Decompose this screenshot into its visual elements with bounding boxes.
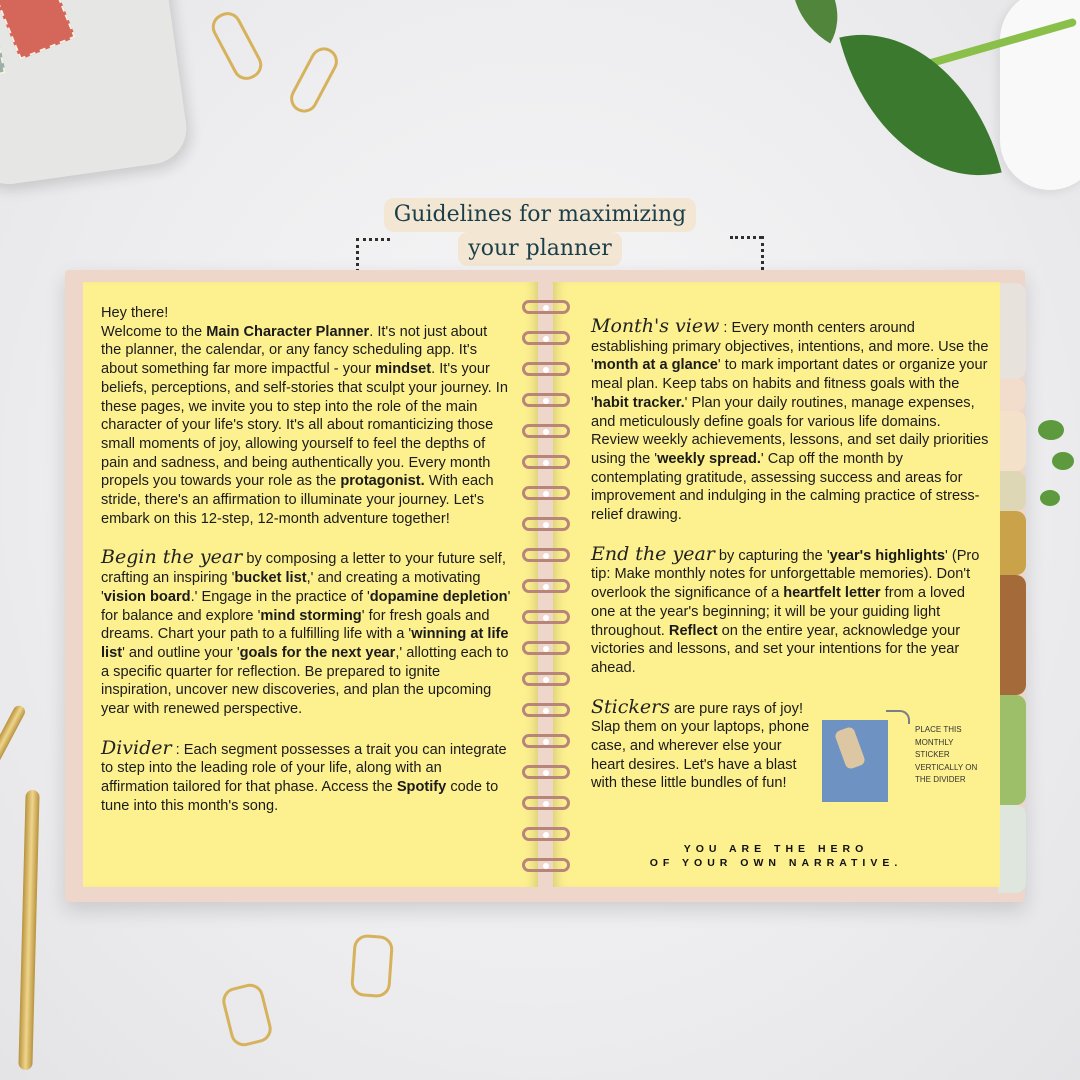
spiral-ring bbox=[522, 703, 570, 717]
spiral-ring bbox=[522, 300, 570, 314]
bold-phrase: goals for the next year bbox=[239, 644, 396, 661]
stickers-heading: Stickers bbox=[591, 695, 670, 718]
postage-stamp bbox=[0, 26, 6, 82]
stamp-plate bbox=[0, 0, 191, 189]
sticker-image bbox=[822, 720, 888, 802]
guide-title bbox=[370, 198, 710, 266]
months-view-body: : Every month centers around establishing primary objectives, intentions, and more. Use the 'month at a glance' to mark important dates or organize your meal plan. Keep tabs on habits and fitness goals with the 'habit tracker.' Plan your daily routines, manage expenses, and meticulously define goals for various life domains. Review weekly achievements, lessons, and set daily priorities using the 'weekly spread.' Cap off the month by contemplating gratitude, assessing success and areas for improvement and indulging in the calming practice of stress-relief drawing. bbox=[591, 320, 989, 524]
spiral-ring bbox=[522, 796, 570, 810]
postage-stamp bbox=[0, 0, 76, 60]
spiral-ring bbox=[522, 610, 570, 624]
spiral-ring bbox=[522, 765, 570, 779]
divider-tab bbox=[998, 379, 1026, 411]
spiral-ring bbox=[522, 672, 570, 686]
spiral-ring bbox=[522, 362, 570, 376]
spiral-ring bbox=[522, 641, 570, 655]
bold-phrase: mindset bbox=[375, 361, 432, 378]
spiral-ring bbox=[522, 424, 570, 438]
sticker-note: PLACE THIS MONTHLY STICKER VERTICALLY ON THE DIVIDER bbox=[915, 725, 978, 784]
bold-phrase: mind storming bbox=[260, 607, 362, 624]
spiral-ring bbox=[522, 455, 570, 469]
divider-tab bbox=[998, 575, 1026, 695]
spiral-ring bbox=[522, 734, 570, 748]
bold-phrase: habit tracker. bbox=[593, 394, 685, 411]
guide-title-line2: your planner bbox=[458, 232, 621, 266]
divider-tabs bbox=[998, 283, 1028, 893]
begin-year-section bbox=[101, 548, 511, 718]
end-year-body: by capturing the 'year's highlights' (Pro tip: Make monthly notes for unforgettable memories). Don't overlook the significance of a heartfelt letter from a loved one at the year's beginning; it will be your guiding light throughout. Reflect on the entire year, acknowledge your victories and lessons, and set your intentions for the year ahead. bbox=[591, 547, 980, 676]
bold-phrase: heartfelt letter bbox=[783, 585, 881, 602]
hero-line-2: OF YOUR OWN NARRATIVE. bbox=[649, 857, 903, 869]
hero-quote bbox=[626, 842, 926, 870]
stickers-body: are pure rays of joy! Slap them on your laptops, phone case, and wherever else your heart desires. Let's have a blast with these little bundles of fun! bbox=[591, 700, 810, 792]
spiral-ring bbox=[522, 858, 570, 872]
divider-heading: Divider bbox=[101, 736, 172, 759]
binder-clip bbox=[350, 934, 394, 999]
divider-tab bbox=[998, 511, 1026, 575]
end-year-section bbox=[591, 542, 989, 678]
divider-tab bbox=[998, 411, 1026, 471]
bold-phrase: vision board bbox=[103, 588, 191, 605]
bold-phrase: Main Character Planner bbox=[206, 323, 370, 340]
dotted-connector bbox=[356, 238, 390, 241]
right-page-text bbox=[591, 317, 989, 793]
bold-phrase: bucket list bbox=[234, 570, 307, 587]
spiral-ring bbox=[522, 579, 570, 593]
spiral-ring bbox=[522, 517, 570, 531]
spiral-ring bbox=[522, 393, 570, 407]
bold-phrase: weekly spread. bbox=[657, 450, 761, 467]
divider-body: : Each segment possesses a trait you can integrate to step into the leading role of your life, along with an affirmation tailored for that phase. Access the Spotify code to tune into this month's song. bbox=[101, 741, 507, 814]
divider-tab bbox=[998, 695, 1026, 805]
left-page-text bbox=[101, 304, 511, 816]
intro-text: Hey there! Welcome to the Main Character Planner. It's not just about the planner, the calendar, or any fancy scheduling app. It's about something far more impactful - your mindset. It's your beliefs, perceptions, and self-stories that sculpt your journey. In these pages, we invite you to step into the role of the main character of your life's story. It's all about romanticizing those small moments of joy, allowing yourself to feel the depths of pain and sadness, and being authentically you. Every month propels you towards your role as the protagonist. With each stride, there's an affirmation to illuminate your journey. Let's embark on this 12-step, 12-month adventure together! bbox=[101, 305, 508, 527]
bold-phrase: winning at life list bbox=[101, 626, 509, 661]
bold-phrase: Spotify bbox=[396, 779, 447, 796]
bold-phrase: month at a glance bbox=[593, 357, 718, 374]
months-view-heading: Month's view bbox=[591, 315, 720, 337]
divider-tab bbox=[998, 283, 1026, 379]
hero-line-1: YOU ARE THE HERO bbox=[683, 843, 869, 855]
sprig-leaf bbox=[1052, 452, 1074, 470]
months-view-section bbox=[591, 317, 989, 525]
begin-year-heading: Begin the year bbox=[101, 546, 243, 569]
bold-phrase: dopamine depletion bbox=[369, 588, 508, 605]
bold-phrase: protagonist. bbox=[340, 473, 425, 490]
stickers-section bbox=[591, 695, 811, 794]
begin-year-body: by composing a letter to your future self, crafting an inspiring 'bucket list,' and creating a motivating 'vision board.' Engage in the practice of 'dopamine depletion' for balance and explore 'mind storming' for fresh goals and dreams. Chart your path to a fulfilling life with a 'winning at life list' and outline your 'goals for the next year,' allotting each to a specific quarter for reflection. Be prepared to ignite inspiration, uncover new discoveries, and plan the upcoming year with renewed perspective. bbox=[101, 551, 511, 718]
divider-tab bbox=[998, 471, 1026, 511]
dotted-connector bbox=[730, 236, 762, 239]
spiral-binding bbox=[516, 300, 576, 880]
sprig-leaf bbox=[1040, 490, 1060, 506]
spiral-ring bbox=[522, 486, 570, 500]
end-year-heading: End the year bbox=[591, 542, 715, 565]
sprig-leaf bbox=[1038, 420, 1064, 440]
guide-title-line1: Guidelines for maximizing bbox=[384, 198, 697, 232]
divider-tab bbox=[998, 805, 1026, 893]
arrow-icon bbox=[886, 710, 910, 724]
bold-phrase: Reflect bbox=[668, 622, 718, 639]
bold-phrase: year's highlights bbox=[829, 547, 945, 564]
divider-section bbox=[101, 736, 511, 816]
spiral-ring bbox=[522, 331, 570, 345]
spiral-ring bbox=[522, 827, 570, 841]
spiral-ring bbox=[522, 548, 570, 562]
